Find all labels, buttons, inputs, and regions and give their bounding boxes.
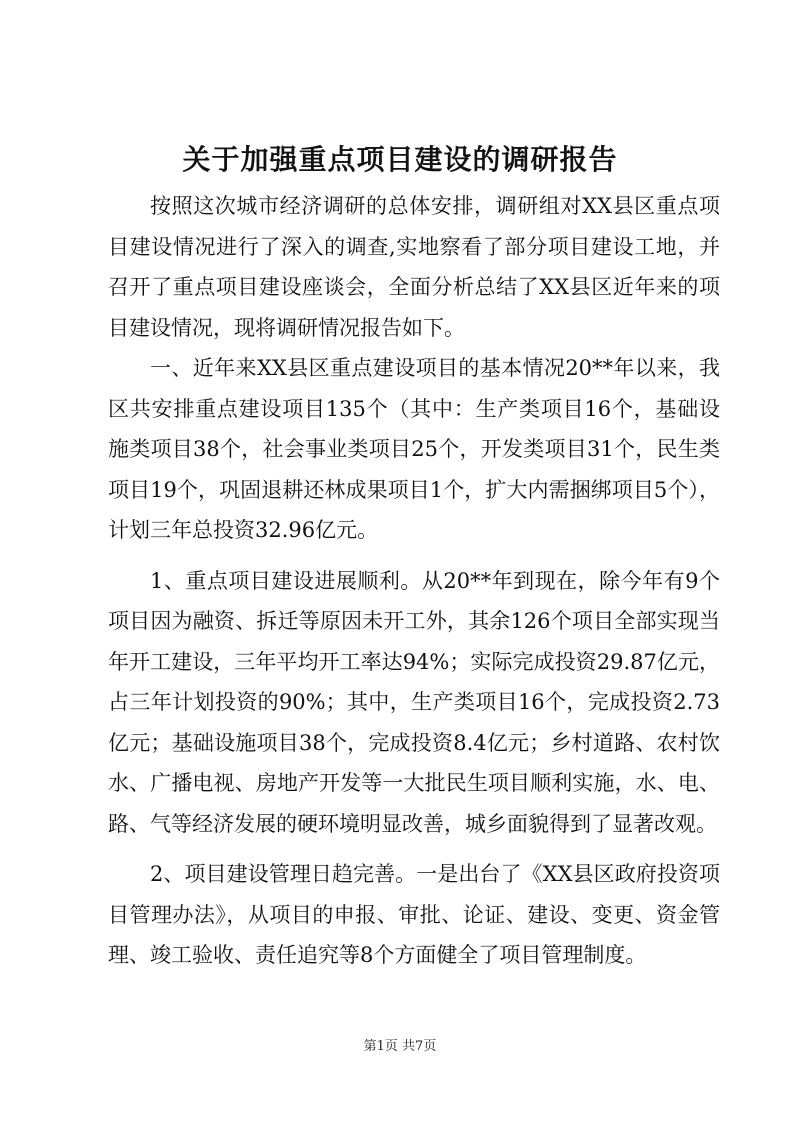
document-body [108,186,720,976]
paragraph-section-1: 一、近年来XX县区重点建设项目的基本情况20**年以来，我区共安排重点建设项目135个（其中：生产类项目16个，基础设施类项目38个，社会事业类项目25个，开发类项目31个，民生类项目19个，巩固退耕还林成果项目1个，扩大内需捆绑项目5个），计划三年总投资32.96亿元。 [108,356,720,542]
paragraph-item-1: 1、重点项目建设进展顺利。从20**年到现在，除今年有9个项目因为融资、拆迁等原因未开工外，其余126个项目全部实现当年开工建设，三年平均开工率达94%；实际完成投资29.87亿元，占三年计划投资的90%；其中，生产类项目16个，完成投资2.73亿元；基础设施项目38个，完成投资8.4亿元；乡村道路、农村饮水、广播电视、房地产开发等一大批民生项目顺利实施，水、电、路、气等经济发展的硬环境明显改善，城乡面貌得到了显著改观。 [108,568,720,836]
paragraph-item-2: 2、项目建设管理日趋完善。一是出台了《XX县区政府投资项目管理办法》，从项目的申报、审批、论证、建设、变更、资金管理、竣工验收、责任追究等8个方面健全了项目管理制度。 [108,862,720,967]
page-footer: 第1页 共7页 [363,1039,437,1054]
paragraph-intro: 按照这次城市经济调研的总体安排，调研组对XX县区重点项目建设情况进行了深入的调查,实地察看了部分项目建设工地，并召开了重点项目建设座谈会，全面分析总结了XX县区近年来的项目建设情况，现将调研情况报告如下。 [108,194,720,340]
document-title: 关于加强重点项目建设的调研报告 [182,143,618,176]
